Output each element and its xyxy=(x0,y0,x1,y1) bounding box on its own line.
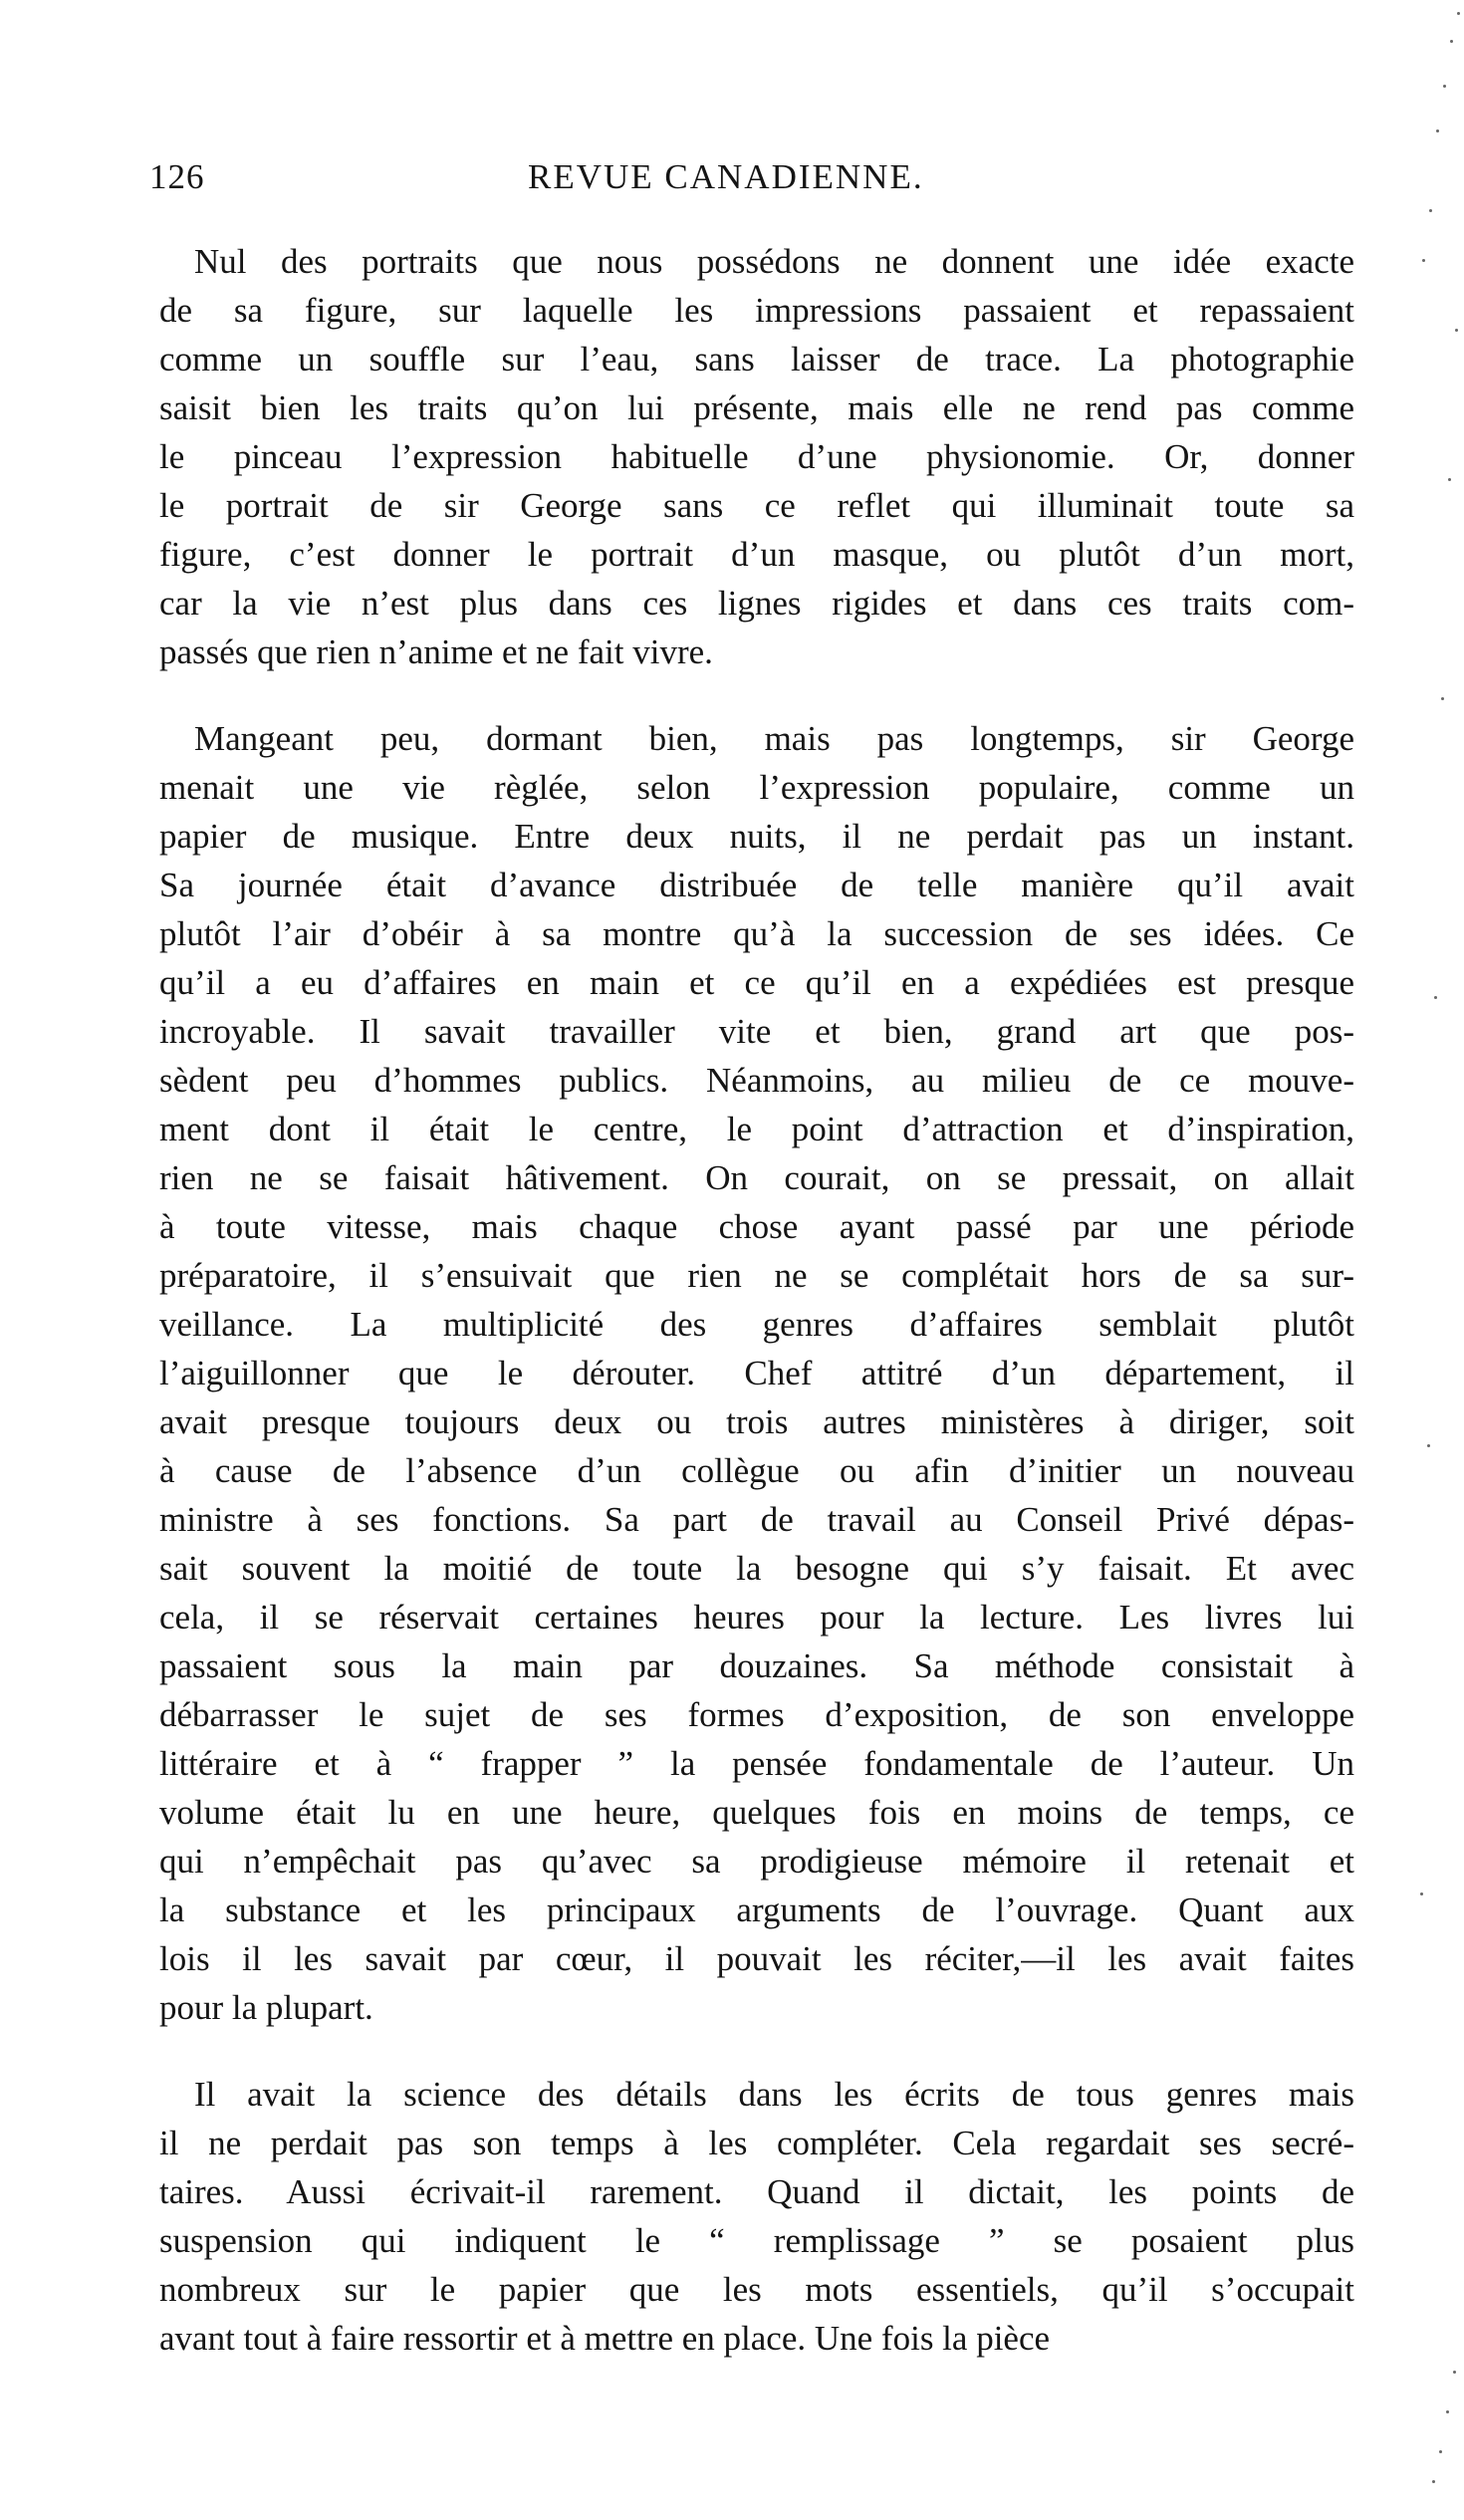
text-line: préparatoire, il s’ensuivait que rien ne se complétait hors de sa sur- xyxy=(159,1256,1354,1295)
text-line: la substance et les principaux arguments de l’ouvrage. Quant aux xyxy=(159,1890,1354,1929)
scan-speck xyxy=(1448,478,1451,481)
text-line: figure, c’est donner le portrait d’un masque, ou plutôt d’un mort, xyxy=(159,535,1354,574)
text-line: Nul des portraits que nous possédons ne donnent une idée exacte xyxy=(194,242,1354,281)
text-line: cela, il se réservait certaines heures pour la lecture. Les livres lui xyxy=(159,1598,1354,1637)
text-line: l’aiguillonner que le dérouter. Chef attitré d’un département, il xyxy=(159,1354,1354,1392)
text-line: nombreux sur le papier que les mots essentiels, qu’il s’occupait xyxy=(159,2270,1354,2309)
scan-speck xyxy=(1446,2410,1449,2413)
text-line: sèdent peu d’hommes publics. Néanmoins, au milieu de ce mouve- xyxy=(159,1061,1354,1100)
paragraph xyxy=(159,714,1354,2032)
body-text xyxy=(159,237,1354,2400)
text-line: Il avait la science des détails dans les écrits de tous genres mais xyxy=(194,2075,1354,2114)
text-line: passaient sous la main par douzaines. Sa méthode consistait à xyxy=(159,1646,1354,1685)
scan-speck xyxy=(1450,40,1453,43)
scan-speck xyxy=(1436,129,1439,132)
text-line: volume était lu en une heure, quelques fois en moins de temps, ce xyxy=(159,1793,1354,1832)
text-line: comme un souffle sur l’eau, sans laisser de trace. La photographie xyxy=(159,340,1354,378)
text-line: débarrasser le sujet de ses formes d’exposition, de son enveloppe xyxy=(159,1695,1354,1734)
scan-speck xyxy=(1434,996,1437,999)
text-line: taires. Aussi écrivait-il rarement. Quand il dictait, les points de xyxy=(159,2172,1354,2211)
scan-speck xyxy=(1420,1892,1423,1895)
text-line: veillance. La multiplicité des genres d’affaires semblait plutôt xyxy=(159,1305,1354,1344)
text-line: suspension qui indiquent le “ remplissage ” se posaient plus xyxy=(159,2221,1354,2260)
text-line: il ne perdait pas son temps à les compléter. Cela regardait ses secré- xyxy=(159,2124,1354,2162)
text-line: littéraire et à “ frapper ” la pensée fondamentale de l’auteur. Un xyxy=(159,1744,1354,1783)
scan-edge-noise xyxy=(1404,0,1464,2520)
scan-speck xyxy=(1432,2480,1435,2483)
text-line: à toute vitesse, mais chaque chose ayant passé par une période xyxy=(159,1207,1354,1246)
running-header xyxy=(149,149,1344,209)
text-line: qu’il a eu d’affaires en main et ce qu’il en a expédiées est presque xyxy=(159,963,1354,1002)
text-line: Mangeant peu, dormant bien, mais pas longtemps, sir George xyxy=(194,719,1354,758)
scan-speck xyxy=(1453,2371,1456,2374)
text-line: qui n’empêchait pas qu’avec sa prodigieuse mémoire il retenait et xyxy=(159,1842,1354,1881)
scan-speck xyxy=(1443,85,1446,88)
scan-speck xyxy=(1422,259,1425,262)
text-line: ment dont il était le centre, le point d’attraction et d’inspiration, xyxy=(159,1110,1354,1148)
text-line: avait presque toujours deux ou trois autres ministères à diriger, soit xyxy=(159,1402,1354,1441)
text-line: saisit bien les traits qu’on lui présente, mais elle ne rend pas comme xyxy=(159,388,1354,427)
text-line: ministre à ses fonctions. Sa part de travail au Conseil Privé dépas- xyxy=(159,1500,1354,1539)
text-line: Sa journée était d’avance distribuée de telle manière qu’il avait xyxy=(159,866,1354,904)
text-line: lois il les savait par cœur, il pouvait les réciter,—il les avait faites xyxy=(159,1939,1354,1978)
running-title: REVUE CANADIENNE. xyxy=(528,157,924,196)
text-line: plutôt l’air d’obéir à sa montre qu’à la succession de ses idées. Ce xyxy=(159,914,1354,953)
scan-speck xyxy=(1427,1444,1430,1447)
page-number: 126 xyxy=(149,157,205,196)
scan-speck xyxy=(1429,209,1432,212)
text-line: passés que rien n’anime et ne fait vivre. xyxy=(159,632,713,671)
paragraph xyxy=(159,2070,1354,2363)
text-line: pour la plupart. xyxy=(159,1988,373,2027)
text-line: avant tout à faire ressortir et à mettre en place. Une fois la pièce xyxy=(159,2319,1051,2358)
text-line: rien ne se faisait hâtivement. On courait, on se pressait, on allait xyxy=(159,1158,1354,1197)
text-line: le pinceau l’expression habituelle d’une physionomie. Or, donner xyxy=(159,437,1354,476)
text-line: à cause de l’absence d’un collègue ou afin d’initier un nouveau xyxy=(159,1451,1354,1490)
text-line: menait une vie règlée, selon l’expression populaire, comme un xyxy=(159,768,1354,807)
scan-speck xyxy=(1441,697,1444,700)
scan-speck xyxy=(1439,2450,1442,2453)
text-line: le portrait de sir George sans ce reflet qui illuminait toute sa xyxy=(159,486,1354,525)
text-line: incroyable. Il savait travailler vite et bien, grand art que pos- xyxy=(159,1012,1354,1051)
text-line: papier de musique. Entre deux nuits, il ne perdait pas un instant. xyxy=(159,817,1354,856)
scan-speck xyxy=(1457,12,1460,15)
text-line: sait souvent la moitié de toute la besogne qui s’y faisait. Et avec xyxy=(159,1549,1354,1588)
scan-speck xyxy=(1455,329,1458,332)
paragraph xyxy=(159,237,1354,676)
text-line: car la vie n’est plus dans ces lignes rigides et dans ces traits com- xyxy=(159,584,1354,623)
text-line: de sa figure, sur laquelle les impressions passaient et repassaient xyxy=(159,291,1354,330)
